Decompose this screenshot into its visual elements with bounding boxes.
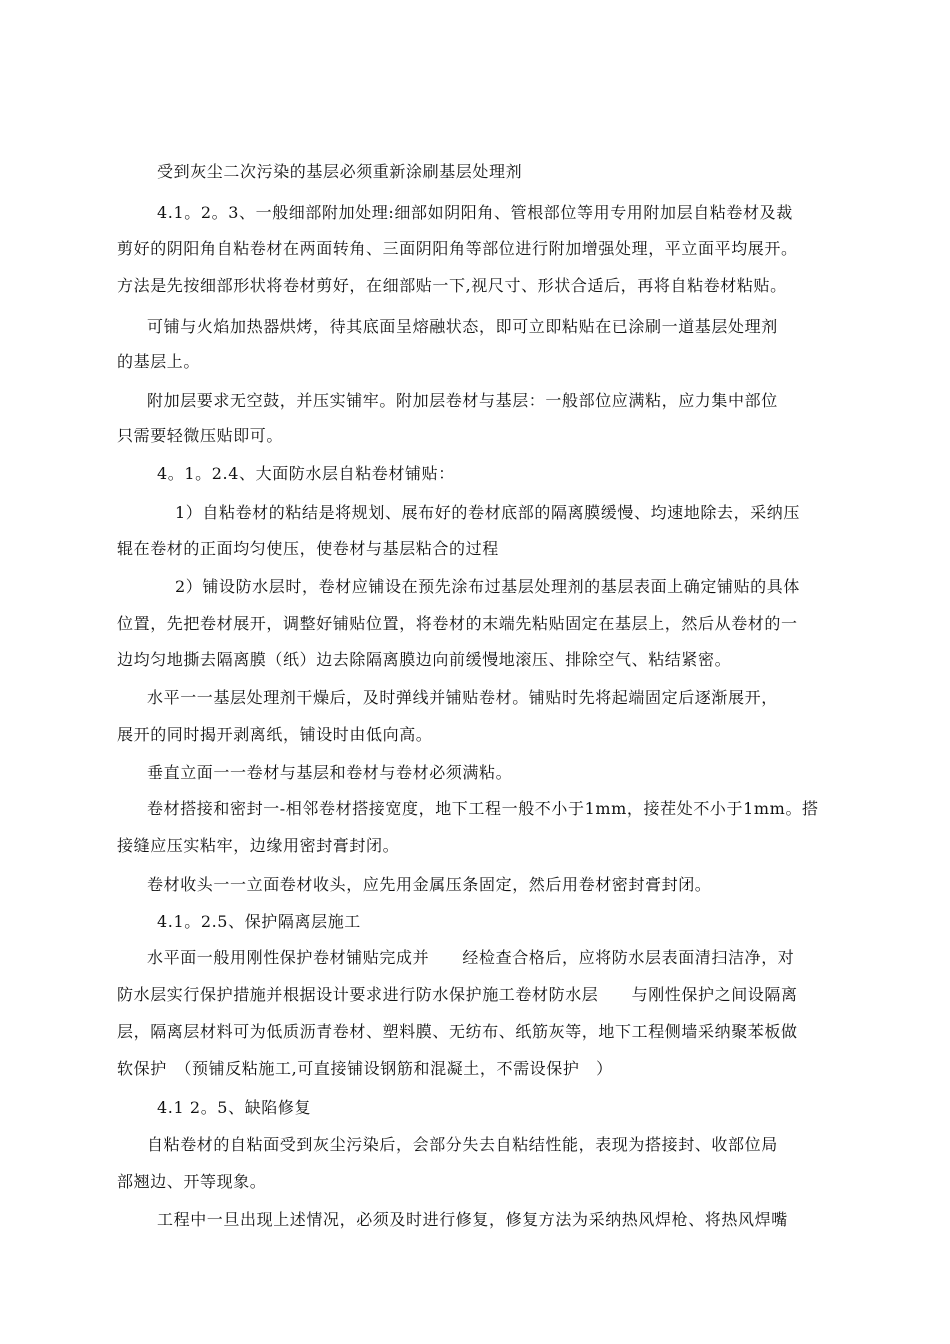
text-line: 剪好的阴阳角自粘卷材在两面转角、三面阴阳角等部位进行附加增强处理，平立面平均展开。 — [117, 239, 798, 258]
text-line: 4.1。2.5、保护隔离层施工 — [157, 912, 361, 931]
text-line: 位置，先把卷材展开，调整好铺贴位置，将卷材的末端先粘贴固定在基层上，然后从卷材的一 — [117, 614, 798, 633]
text-line: 附加层要求无空鼓，并压实铺牢。附加层卷材与基层：一般部位应满粘，应力集中部位 — [147, 391, 778, 410]
text-line: 卷材收头一一立面卷材收头，应先用金属压条固定，然后用卷材密封膏封闭。 — [147, 875, 712, 894]
text-line: 4.1。2。3、一般细部附加处理:细部如阴阳角、管根部位等用专用附加层自粘卷材及裁 — [157, 203, 793, 222]
text-line: 卷材搭接和密封一-相邻卷材搭接宽度，地下工程一般不小于1mm，接茬处不小于1mm。搭 — [147, 799, 819, 818]
text-line: 4.1 2。5、缺陷修复 — [157, 1098, 312, 1117]
text-line: 只需要轻微压贴即可。 — [117, 426, 284, 445]
text-line: 软保护 （预铺反粘施工,可直接铺设钢筋和混凝土，不需设保护 ） — [117, 1059, 613, 1078]
text-line: 水平面一般用刚性保护卷材铺贴完成并 经检查合格后，应将防水层表面清扫洁净，对 — [147, 948, 795, 967]
text-line: 方法是先按细部形状将卷材剪好，在细部贴一下,视尺寸、形状合适后，再将自粘卷材粘贴。 — [117, 276, 787, 295]
text-line: 自粘卷材的自粘面受到灰尘污染后，会部分失去自粘结性能，表现为搭接封、收部位局 — [147, 1135, 778, 1154]
text-line: 部翘边、开等现象。 — [117, 1172, 267, 1191]
text-line: 受到灰尘二次污染的基层必须重新涂刷基层处理剂 — [157, 162, 523, 181]
text-line: 水平一一基层处理剂干燥后，及时弹线并铺贴卷材。铺贴时先将起端固定后逐渐展开， — [147, 688, 778, 707]
text-line: 防水层实行保护措施并根据设计要求进行防水保护施工卷材防水层 与刚性保护之间设隔离 — [117, 985, 798, 1004]
text-line: 展开的同时揭开剥离纸，铺设时由低向高。 — [117, 725, 433, 744]
text-line: 工程中一旦出现上述情况，必须及时进行修复，修复方法为采纳热风焊枪、将热风焊嘴 — [157, 1210, 788, 1229]
text-line: 的基层上。 — [117, 352, 201, 371]
text-line: 垂直立面一一卷材与基层和卷材与卷材必须满粘。 — [147, 763, 513, 782]
text-line: 辊在卷材的正面均匀使压，使卷材与基层粘合的过程 — [117, 539, 499, 558]
text-line: 接缝应压实粘牢，边缘用密封膏封闭。 — [117, 836, 400, 855]
text-line: 1）自粘卷材的粘结是将规划、展布好的卷材底部的隔离膜缓慢、均速地除去，采纳压 — [175, 503, 800, 522]
text-line: 层，隔离层材料可为低质沥青卷材、塑料膜、无纺布、纸筋灰等，地下工程侧墙采纳聚苯板做 — [117, 1022, 798, 1041]
text-line: 边均匀地撕去隔离膜（纸）边去除隔离膜边向前缓慢地滚压、排除空气、粘结紧密。 — [117, 650, 732, 669]
text-line: 2）铺设防水层时，卷材应铺设在预先涂布过基层处理剂的基层表面上确定铺贴的具体 — [175, 577, 800, 596]
text-line: 可铺与火焰加热器烘烤，待其底面呈熔融状态，即可立即粘贴在已涂刷一道基层处理剂 — [147, 317, 778, 336]
text-line: 4。1。2.4、大面防水层自粘卷材铺贴： — [157, 464, 455, 483]
